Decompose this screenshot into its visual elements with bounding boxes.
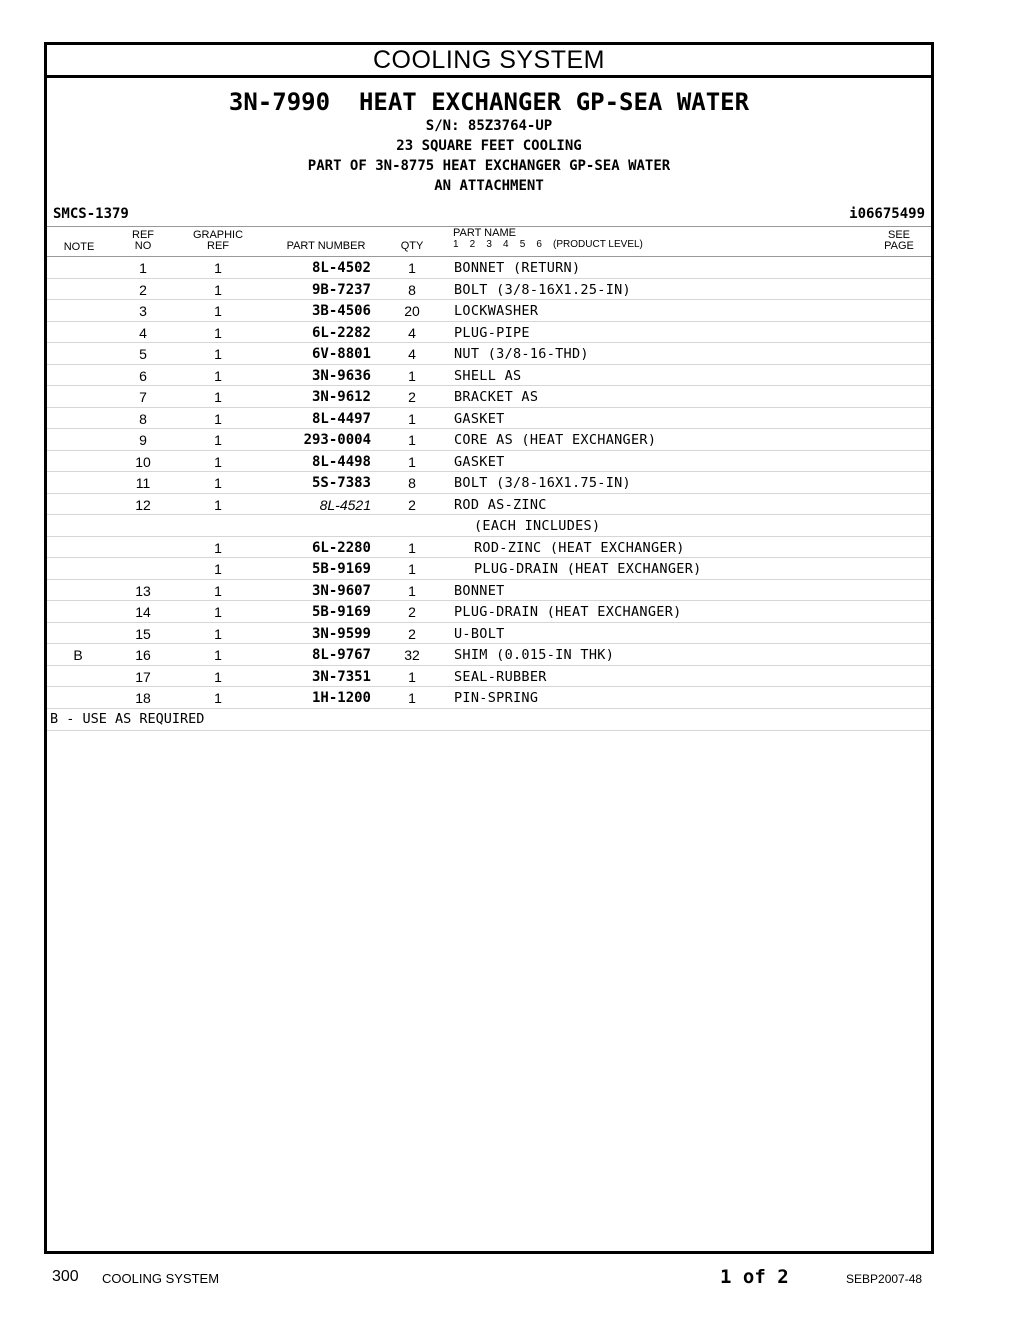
part-name-cell: BOLT (3/8-16X1.25-IN) — [454, 281, 631, 298]
part-name-cell: BONNET — [454, 582, 505, 599]
graphic-ref-cell: 1 — [214, 389, 222, 405]
quantity-cell: 1 — [408, 539, 416, 556]
part-number-cell: 3N-7351 — [311, 668, 371, 685]
table-row — [47, 279, 931, 301]
ref-number-cell: 1 — [139, 260, 147, 276]
part-number-cell: 3B-4506 — [311, 303, 371, 319]
table-row — [47, 408, 931, 430]
quantity-cell: 8 — [408, 281, 416, 298]
ref-number-cell: 10 — [135, 453, 151, 470]
code-row — [47, 204, 931, 226]
part-name-cell: CORE AS (HEAT EXCHANGER) — [454, 432, 657, 448]
ref-number-cell: 6 — [139, 367, 147, 384]
table-row — [47, 537, 931, 559]
col-ref-bottom: NO — [134, 240, 152, 252]
parts-page-frame — [44, 42, 934, 1254]
quantity-cell: 2 — [408, 496, 416, 513]
col-part-name: PART NAME — [453, 227, 516, 239]
graphic-ref-cell: 1 — [214, 496, 222, 513]
table-row — [47, 429, 931, 451]
part-name-cell: PIN-SPRING — [454, 690, 539, 706]
quantity-cell: 32 — [404, 647, 420, 663]
ref-number-cell: 4 — [139, 324, 147, 341]
illustration-id: i06675499 — [849, 206, 925, 222]
quantity-cell: 1 — [408, 260, 416, 276]
table-row — [47, 580, 931, 602]
parts-table — [47, 257, 931, 709]
col-see-bottom: PAGE — [884, 240, 914, 252]
table-row — [47, 472, 931, 494]
table-row — [47, 343, 931, 365]
part-name-cell: ROD AS-ZINC — [454, 496, 547, 513]
part-number-cell: 3N-9599 — [311, 625, 371, 642]
ref-number-cell: 17 — [135, 668, 151, 685]
graphic-ref-cell: 1 — [214, 324, 222, 341]
part-number-cell: 6L-2282 — [311, 324, 371, 341]
quantity-cell: 4 — [408, 324, 416, 341]
graphic-ref-cell: 1 — [214, 346, 222, 362]
part-name-cell: U-BOLT — [454, 625, 505, 642]
graphic-ref-cell: 1 — [214, 475, 222, 491]
part-name-cell: BONNET (RETURN) — [454, 260, 581, 276]
table-row — [47, 451, 931, 473]
part-number-cell: 5S-7383 — [311, 475, 371, 491]
quantity-cell: 2 — [408, 389, 416, 405]
part-name-cell: SHELL AS — [454, 367, 522, 384]
part-number-cell: 9B-7237 — [311, 281, 371, 298]
quantity-cell: 1 — [408, 453, 416, 470]
table-row — [47, 322, 931, 344]
group-title: 3N-7990 HEAT EXCHANGER GP-SEA WATER — [228, 88, 750, 116]
part-name-cell: GASKET — [454, 453, 505, 470]
table-row — [47, 300, 931, 322]
ref-number-cell: 9 — [139, 432, 147, 448]
ref-number-cell: 12 — [135, 496, 151, 513]
graphic-ref-cell: 1 — [214, 432, 222, 448]
part-number-cell: 3N-9612 — [311, 389, 371, 405]
table-row — [47, 257, 931, 279]
part-name-cell: GASKET — [454, 410, 505, 427]
part-name-cell: BRACKET AS — [454, 389, 539, 405]
table-row — [47, 687, 931, 709]
ref-number-cell: 3 — [139, 303, 147, 319]
graphic-ref-cell: 1 — [214, 303, 222, 319]
part-number-cell: 8L-4521 — [319, 496, 371, 513]
page-footer — [0, 1266, 1020, 1290]
ref-number-cell: 16 — [135, 647, 151, 663]
graphic-ref-cell: 1 — [214, 367, 222, 384]
ref-number-cell: 11 — [135, 475, 151, 491]
col-graphic-bottom: REF — [207, 240, 229, 252]
part-number-cell: 5B-9169 — [311, 604, 371, 620]
graphic-ref-cell: 1 — [214, 260, 222, 276]
quantity-cell: 20 — [404, 303, 420, 319]
part-number-cell: 6V-8801 — [311, 346, 371, 362]
col-graphic-top: GRAPHIC — [192, 229, 244, 241]
document-id: SEBP2007-48 — [846, 1272, 923, 1286]
part-name-cell: PLUG-PIPE — [454, 324, 530, 341]
graphic-ref-cell: 1 — [214, 561, 222, 577]
quantity-cell: 1 — [408, 582, 416, 599]
note-cell: B — [73, 647, 83, 663]
graphic-ref-cell: 1 — [214, 647, 222, 663]
col-ref-top: REF — [132, 229, 154, 241]
page-of: 1 of 2 — [720, 1266, 789, 1288]
part-name-cell: (EACH INCLUDES) — [474, 518, 601, 534]
ref-number-cell: 14 — [135, 604, 151, 620]
part-number-cell: 8L-4497 — [311, 410, 371, 427]
part-name-cell: PLUG-DRAIN (HEAT EXCHANGER) — [474, 561, 702, 577]
graphic-ref-cell: 1 — [214, 410, 222, 427]
ref-number-cell: 5 — [139, 346, 147, 362]
part-number-cell: 5B-9169 — [311, 561, 371, 577]
ref-number-cell: 18 — [135, 690, 151, 706]
table-row — [47, 623, 931, 645]
graphic-ref-cell: 1 — [214, 668, 222, 685]
part-name-cell: SEAL-RUBBER — [454, 668, 547, 685]
group-heading — [47, 88, 931, 196]
part-number-cell: 1H-1200 — [311, 690, 371, 706]
quantity-cell: 2 — [408, 604, 416, 620]
quantity-cell: 1 — [408, 410, 416, 427]
table-row — [47, 515, 931, 537]
footer-section: COOLING SYSTEM — [102, 1271, 220, 1286]
graphic-ref-cell: 1 — [214, 539, 222, 556]
quantity-cell: 8 — [408, 475, 416, 491]
col-note: NOTE — [63, 241, 95, 253]
part-name-cell: ROD-ZINC (HEAT EXCHANGER) — [474, 539, 685, 556]
col-qty: QTY — [400, 240, 424, 252]
part-name-cell: PLUG-DRAIN (HEAT EXCHANGER) — [454, 604, 682, 620]
graphic-ref-cell: 1 — [214, 281, 222, 298]
ref-number-cell: 7 — [139, 389, 147, 405]
quantity-cell: 2 — [408, 625, 416, 642]
part-number-cell: 293-0004 — [303, 432, 371, 448]
part-number-cell: 8L-4502 — [311, 260, 371, 276]
table-row — [47, 558, 931, 580]
col-product-levels: 1 2 3 4 5 6 (PRODUCT LEVEL) — [453, 239, 643, 250]
part-number-cell: 8L-4498 — [311, 453, 371, 470]
part-name-cell: NUT (3/8-16-THD) — [454, 346, 589, 362]
part-name-cell: BOLT (3/8-16X1.75-IN) — [454, 475, 631, 491]
table-row — [47, 494, 931, 516]
part-number-cell: 8L-9767 — [311, 647, 371, 663]
table-row — [47, 601, 931, 623]
group-description-1: 23 SQUARE FEET COOLING — [396, 138, 582, 154]
col-see-top: SEE — [887, 229, 910, 241]
smcs-code: SMCS-1379 — [53, 206, 129, 222]
ref-number-cell: 2 — [139, 281, 147, 298]
part-number-cell: 3N-9636 — [311, 367, 371, 384]
quantity-cell: 1 — [408, 432, 416, 448]
page-number: 300 — [52, 1268, 79, 1285]
table-row — [47, 365, 931, 387]
graphic-ref-cell: 1 — [214, 604, 222, 620]
graphic-ref-cell: 1 — [214, 582, 222, 599]
graphic-ref-cell: 1 — [214, 625, 222, 642]
quantity-cell: 4 — [408, 346, 416, 362]
part-number-cell: 6L-2280 — [311, 539, 371, 556]
quantity-cell: 1 — [408, 367, 416, 384]
graphic-ref-cell: 1 — [214, 453, 222, 470]
quantity-cell: 1 — [408, 690, 416, 706]
group-description-3: AN ATTACHMENT — [434, 178, 544, 194]
quantity-cell: 1 — [408, 668, 416, 685]
ref-number-cell: 8 — [139, 410, 147, 427]
table-row — [47, 386, 931, 408]
part-name-cell: SHIM (0.015-IN THK) — [454, 647, 615, 663]
footnote: B - USE AS REQUIRED — [47, 709, 931, 731]
group-description-2: PART OF 3N-8775 HEAT EXCHANGER GP-SEA WATER — [307, 158, 671, 174]
col-part-number: PART NUMBER — [286, 240, 366, 252]
part-number-cell: 3N-9607 — [311, 582, 371, 599]
table-row — [47, 666, 931, 688]
quantity-cell: 1 — [408, 561, 416, 577]
serial-number: S/N: 85Z3764-UP — [425, 118, 553, 134]
section-title: COOLING SYSTEM — [47, 45, 931, 78]
graphic-ref-cell: 1 — [214, 690, 222, 706]
table-row — [47, 644, 931, 666]
part-name-cell: LOCKWASHER — [454, 303, 539, 319]
ref-number-cell: 15 — [135, 625, 151, 642]
ref-number-cell: 13 — [135, 582, 151, 599]
column-header — [47, 226, 931, 257]
